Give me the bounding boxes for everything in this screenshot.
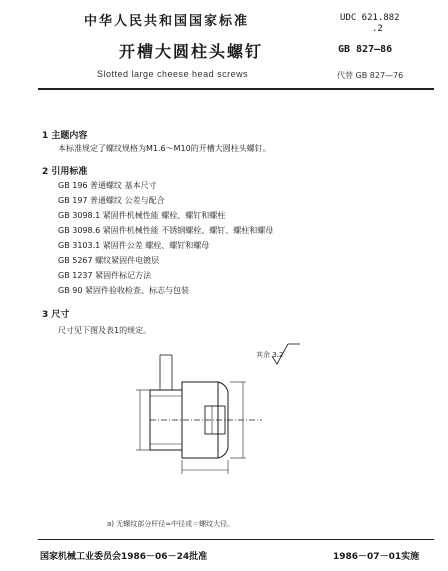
standard-name: 中华人民共和国国家标准 bbox=[84, 14, 250, 29]
reference-item: GB 3098.6 紧固件机械性能 不锈钢螺栓、螺钉、螺柱和螺母 bbox=[58, 226, 274, 235]
udc-code-suffix: .2 bbox=[372, 24, 383, 34]
surface-mark: 其余 3.2 bbox=[256, 351, 284, 359]
figure-caption: a) 无螺纹部分杆径≈中径或＝螺纹大径。 bbox=[107, 520, 235, 528]
reference-item: GB 196 普通螺纹 基本尺寸 bbox=[58, 181, 157, 190]
document-title-en: Slotted large cheese head screws bbox=[97, 69, 249, 79]
section-1-heading: 1 主题内容 bbox=[42, 131, 88, 141]
reference-item: GB 5267 螺纹紧固件电镀层 bbox=[58, 256, 160, 265]
reference-item: GB 197 普通螺纹 公差与配合 bbox=[58, 196, 165, 205]
section-3-heading: 3 尺寸 bbox=[42, 310, 70, 320]
reference-item: GB 1237 紧固件标记方法 bbox=[58, 271, 152, 280]
section-3-text: 尺寸见下图及表1的规定。 bbox=[58, 326, 152, 335]
reference-item: GB 3098.1 紧固件机械性能 螺栓、螺钉和螺柱 bbox=[58, 211, 226, 220]
gb-number: GB 827—86 bbox=[338, 44, 393, 55]
udc-code: UDC 621.882 bbox=[340, 13, 400, 23]
reference-item: GB 3103.1 紧固件公差 螺栓、螺钉和螺母 bbox=[58, 241, 210, 250]
reference-item: GB 90 紧固件验收检查、标志与包装 bbox=[58, 286, 189, 295]
footer-divider bbox=[38, 539, 434, 540]
section-2-heading: 2 引用标准 bbox=[42, 167, 88, 177]
document-title-cn: 开槽大圆柱头螺钉 bbox=[119, 42, 264, 61]
approval-date: 国家机械工业委员会1986－06－24批准 bbox=[40, 552, 208, 562]
replaces-standard: 代替 GB 827—76 bbox=[337, 71, 404, 80]
effective-date: 1986－07－01实施 bbox=[333, 552, 420, 562]
section-1-text: 本标准规定了螺纹规格为M1.6～M10的开槽大圆柱头螺钉。 bbox=[58, 144, 271, 153]
